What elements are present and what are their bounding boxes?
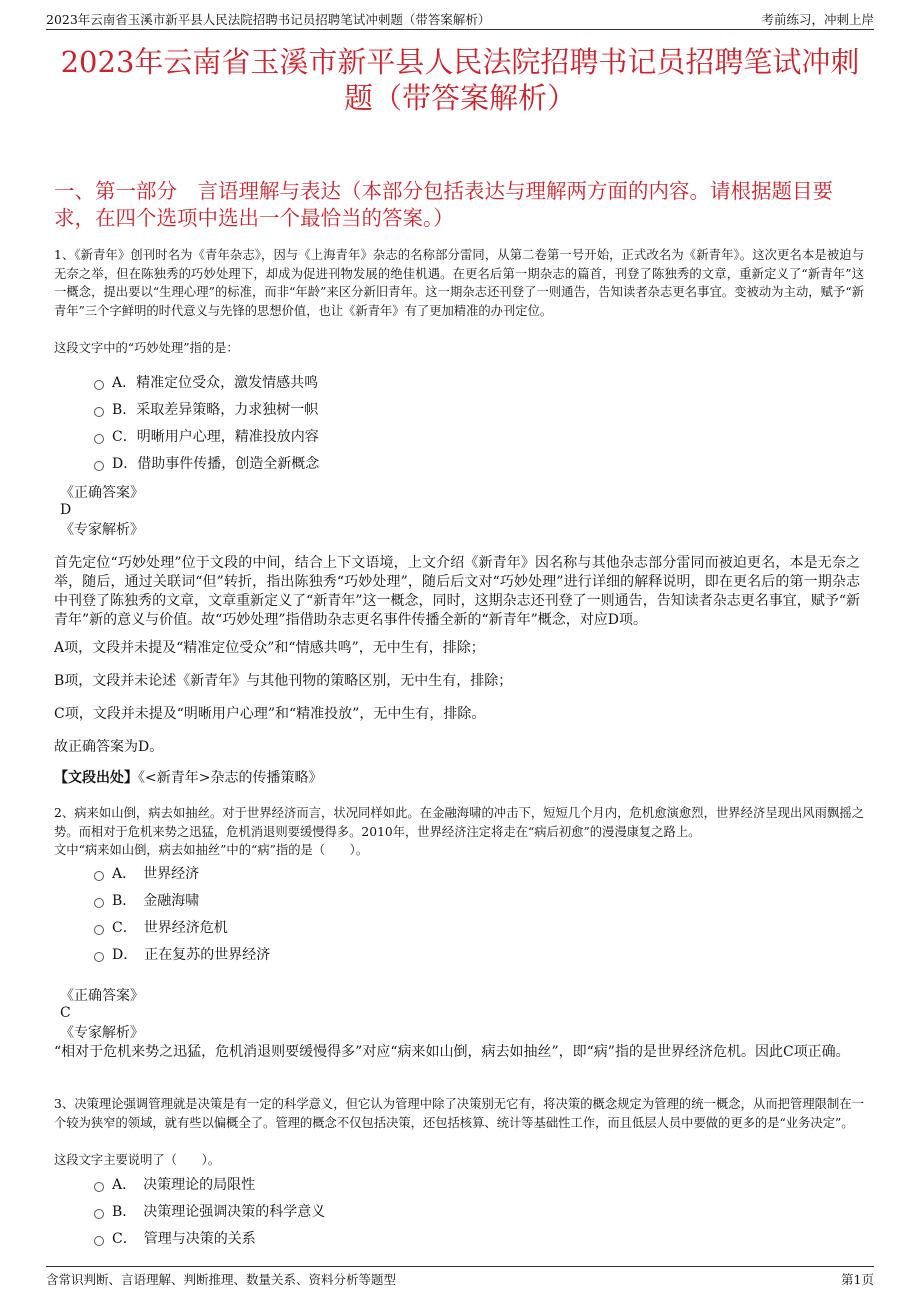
radio-icon[interactable] <box>94 1209 104 1219</box>
page-footer <box>46 1270 874 1288</box>
q2-answer-label: 《正确答案》 <box>60 988 144 1004</box>
radio-icon[interactable] <box>94 871 104 881</box>
option-label: C． 管理与决策的关系 <box>112 1231 256 1247</box>
q1-analysis-label: 《专家解析》 <box>60 522 144 538</box>
q1-option-b[interactable] <box>94 399 318 419</box>
option-label: B．采取差异策略，力求独树一帜 <box>112 402 319 418</box>
q2-analysis: “相对于危机来势之迅猛，危机消退则要缓慢得多”对应“病来如山倒，病去如抽丝”，即“病”指的是世界经济危机。因此C项正确。 <box>54 1044 850 1060</box>
radio-icon[interactable] <box>94 1182 104 1192</box>
q1-note-b: B项，文段并未论述《新青年》与其他刊物的策略区别，无中生有，排除； <box>54 673 513 689</box>
source-title: 《<新青年>杂志的传播策略》 <box>138 770 323 786</box>
header-right-text: 考前练习，冲刺上岸 <box>761 12 874 27</box>
option-label: D． 正在复苏的世界经济 <box>112 947 271 963</box>
radio-icon[interactable] <box>94 461 104 471</box>
q1-note-c: C项，文段并未提及“明晰用户心理”和“精准投放”，无中生有，排除。 <box>54 706 486 722</box>
footer-divider <box>46 1266 874 1267</box>
q2-option-a[interactable] <box>94 863 199 883</box>
question-2-text: 2、病来如山倒，病去如抽丝。对于世界经济而言，状况同样如此。在金融海啸的冲击下，短短几个月内，危机愈演愈烈，世界经济呈现出风雨飘摇之势。而相对于危机来势之迅猛，危机消退则要缓慢得多。2010年，世界经济注定将走在“病后初愈”的漫漫康复之路上。 <box>54 806 864 839</box>
header-divider <box>46 29 874 30</box>
q1-analysis: 首先定位“巧妙处理”位于文段的中间，结合上下文语境，上文介绍《新青年》因名称与其他杂志部分雷同而被迫更名，本是无奈之举，随后，通过关联词“但”转折，指出陈独秀“巧妙处理”，随后后文对“巧妙处理”进行详细的解释说明，即在更名后的第一期杂志中刊登了陈独秀的文章，文章重新定义了“新青年”这一概念，同时，这期杂志还刊登了一则通告，告知读者杂志更名事宜，赋予“新青年”新的意义与价值。故“巧妙处理”指借助杂志更名事件传播全新的“新青年”概念，对应D项。 <box>54 555 860 628</box>
question-1-text: 1、《新青年》创刊时名为《青年杂志》，因与《上海青年》杂志的名称部分雷同，从第二卷第一号开始，正式改名为《新青年》。这次更名本是被迫与无奈之举，但在陈独秀的巧妙处理下，却成为促进刊物发展的绝佳机遇。在更名后第一期杂志的篇首，刊登了陈独秀的文章，重新定义了“新青年”这一概念，提出要以“生理心理”的标准，而非“年龄”来区分新旧青年。这一期杂志还刊登了一则通告，告知读者杂志更名事宜。变被动为主动，赋予“新青年”三个字鲜明的时代意义与先锋的思想价值，也让《新青年》有了更加精准的办刊定位。 <box>54 248 864 318</box>
radio-icon[interactable] <box>94 380 104 390</box>
option-label: A． 世界经济 <box>112 866 200 882</box>
q3-option-a[interactable] <box>94 1174 255 1194</box>
option-label: C．明晰用户心理，精准投放内容 <box>112 429 319 445</box>
question-3-prompt: 这段文字主要说明了（ ）。 <box>54 1153 221 1167</box>
radio-icon[interactable] <box>94 898 104 908</box>
q1-note-a: A项，文段并未提及“精准定位受众”和“情感共鸣”，无中生有，排除； <box>54 640 485 656</box>
section-heading: 一、第一部分 言语理解与表达（本部分包括表达与理解两方面的内容。请根据题目要求，在四个选项中选出一个最恰当的答案。） <box>54 179 833 230</box>
q2-option-b[interactable] <box>94 890 199 910</box>
radio-icon[interactable] <box>94 952 104 962</box>
option-label: A． 决策理论的局限性 <box>112 1177 256 1193</box>
page-number: 第1页 <box>841 1272 874 1287</box>
q1-conclusion: 故正确答案为D。 <box>54 739 164 755</box>
q2-answer: C <box>60 1005 71 1021</box>
option-label: A．精准定位受众，激发情感共鸣 <box>112 375 319 391</box>
q1-answer: D <box>60 502 72 518</box>
q1-option-d[interactable] <box>94 453 319 473</box>
option-label: D．借助事件传播，创造全新概念 <box>112 456 320 472</box>
page-header <box>46 10 874 28</box>
radio-icon[interactable] <box>94 925 104 935</box>
q2-analysis-label: 《专家解析》 <box>60 1025 144 1041</box>
radio-icon[interactable] <box>94 434 104 444</box>
option-label: B． 决策理论强调决策的科学意义 <box>112 1204 326 1220</box>
q2-option-c[interactable] <box>94 917 228 937</box>
header-left-text: 2023年云南省玉溪市新平县人民法院招聘书记员招聘笔试冲刺题（带答案解析） <box>46 12 491 27</box>
document-title: 2023年云南省玉溪市新平县人民法院招聘书记员招聘笔试冲刺题（带答案解析） <box>60 45 860 115</box>
radio-icon[interactable] <box>94 1236 104 1246</box>
q1-option-c[interactable] <box>94 426 319 446</box>
option-label: C． 世界经济危机 <box>112 920 228 936</box>
option-label: B． 金融海啸 <box>112 893 200 909</box>
q1-answer-label: 《正确答案》 <box>60 485 144 501</box>
footer-left-text: 含常识判断、言语理解、判断推理、数量关系、资料分析等题型 <box>46 1272 397 1287</box>
q3-option-c[interactable] <box>94 1228 256 1248</box>
question-3-text: 3、决策理论强调管理就是决策是有一定的科学意义，但它认为管理中除了决策别无它有，将决策的概念规定为管理的统一概念，从而把管理限制在一个较为狭窄的领域，就有些以偏概全了。管理的概念不仅包括决策，还包括核算、统计等基础性工作，而且低层人员中要做的更多的是“业务决定”。 <box>54 1097 864 1130</box>
question-1-prompt: 这段文字中的“巧妙处理”指的是： <box>54 341 239 355</box>
q2-option-d[interactable] <box>94 944 270 964</box>
radio-icon[interactable] <box>94 407 104 417</box>
q3-option-b[interactable] <box>94 1201 325 1221</box>
question-2-prompt: 文中“病来如山倒，病去如抽丝”中的“病”指的是（ ）。 <box>54 843 369 857</box>
source-label: 【文段出处】 <box>54 770 138 786</box>
q1-option-a[interactable] <box>94 372 318 392</box>
q1-source <box>54 769 860 788</box>
